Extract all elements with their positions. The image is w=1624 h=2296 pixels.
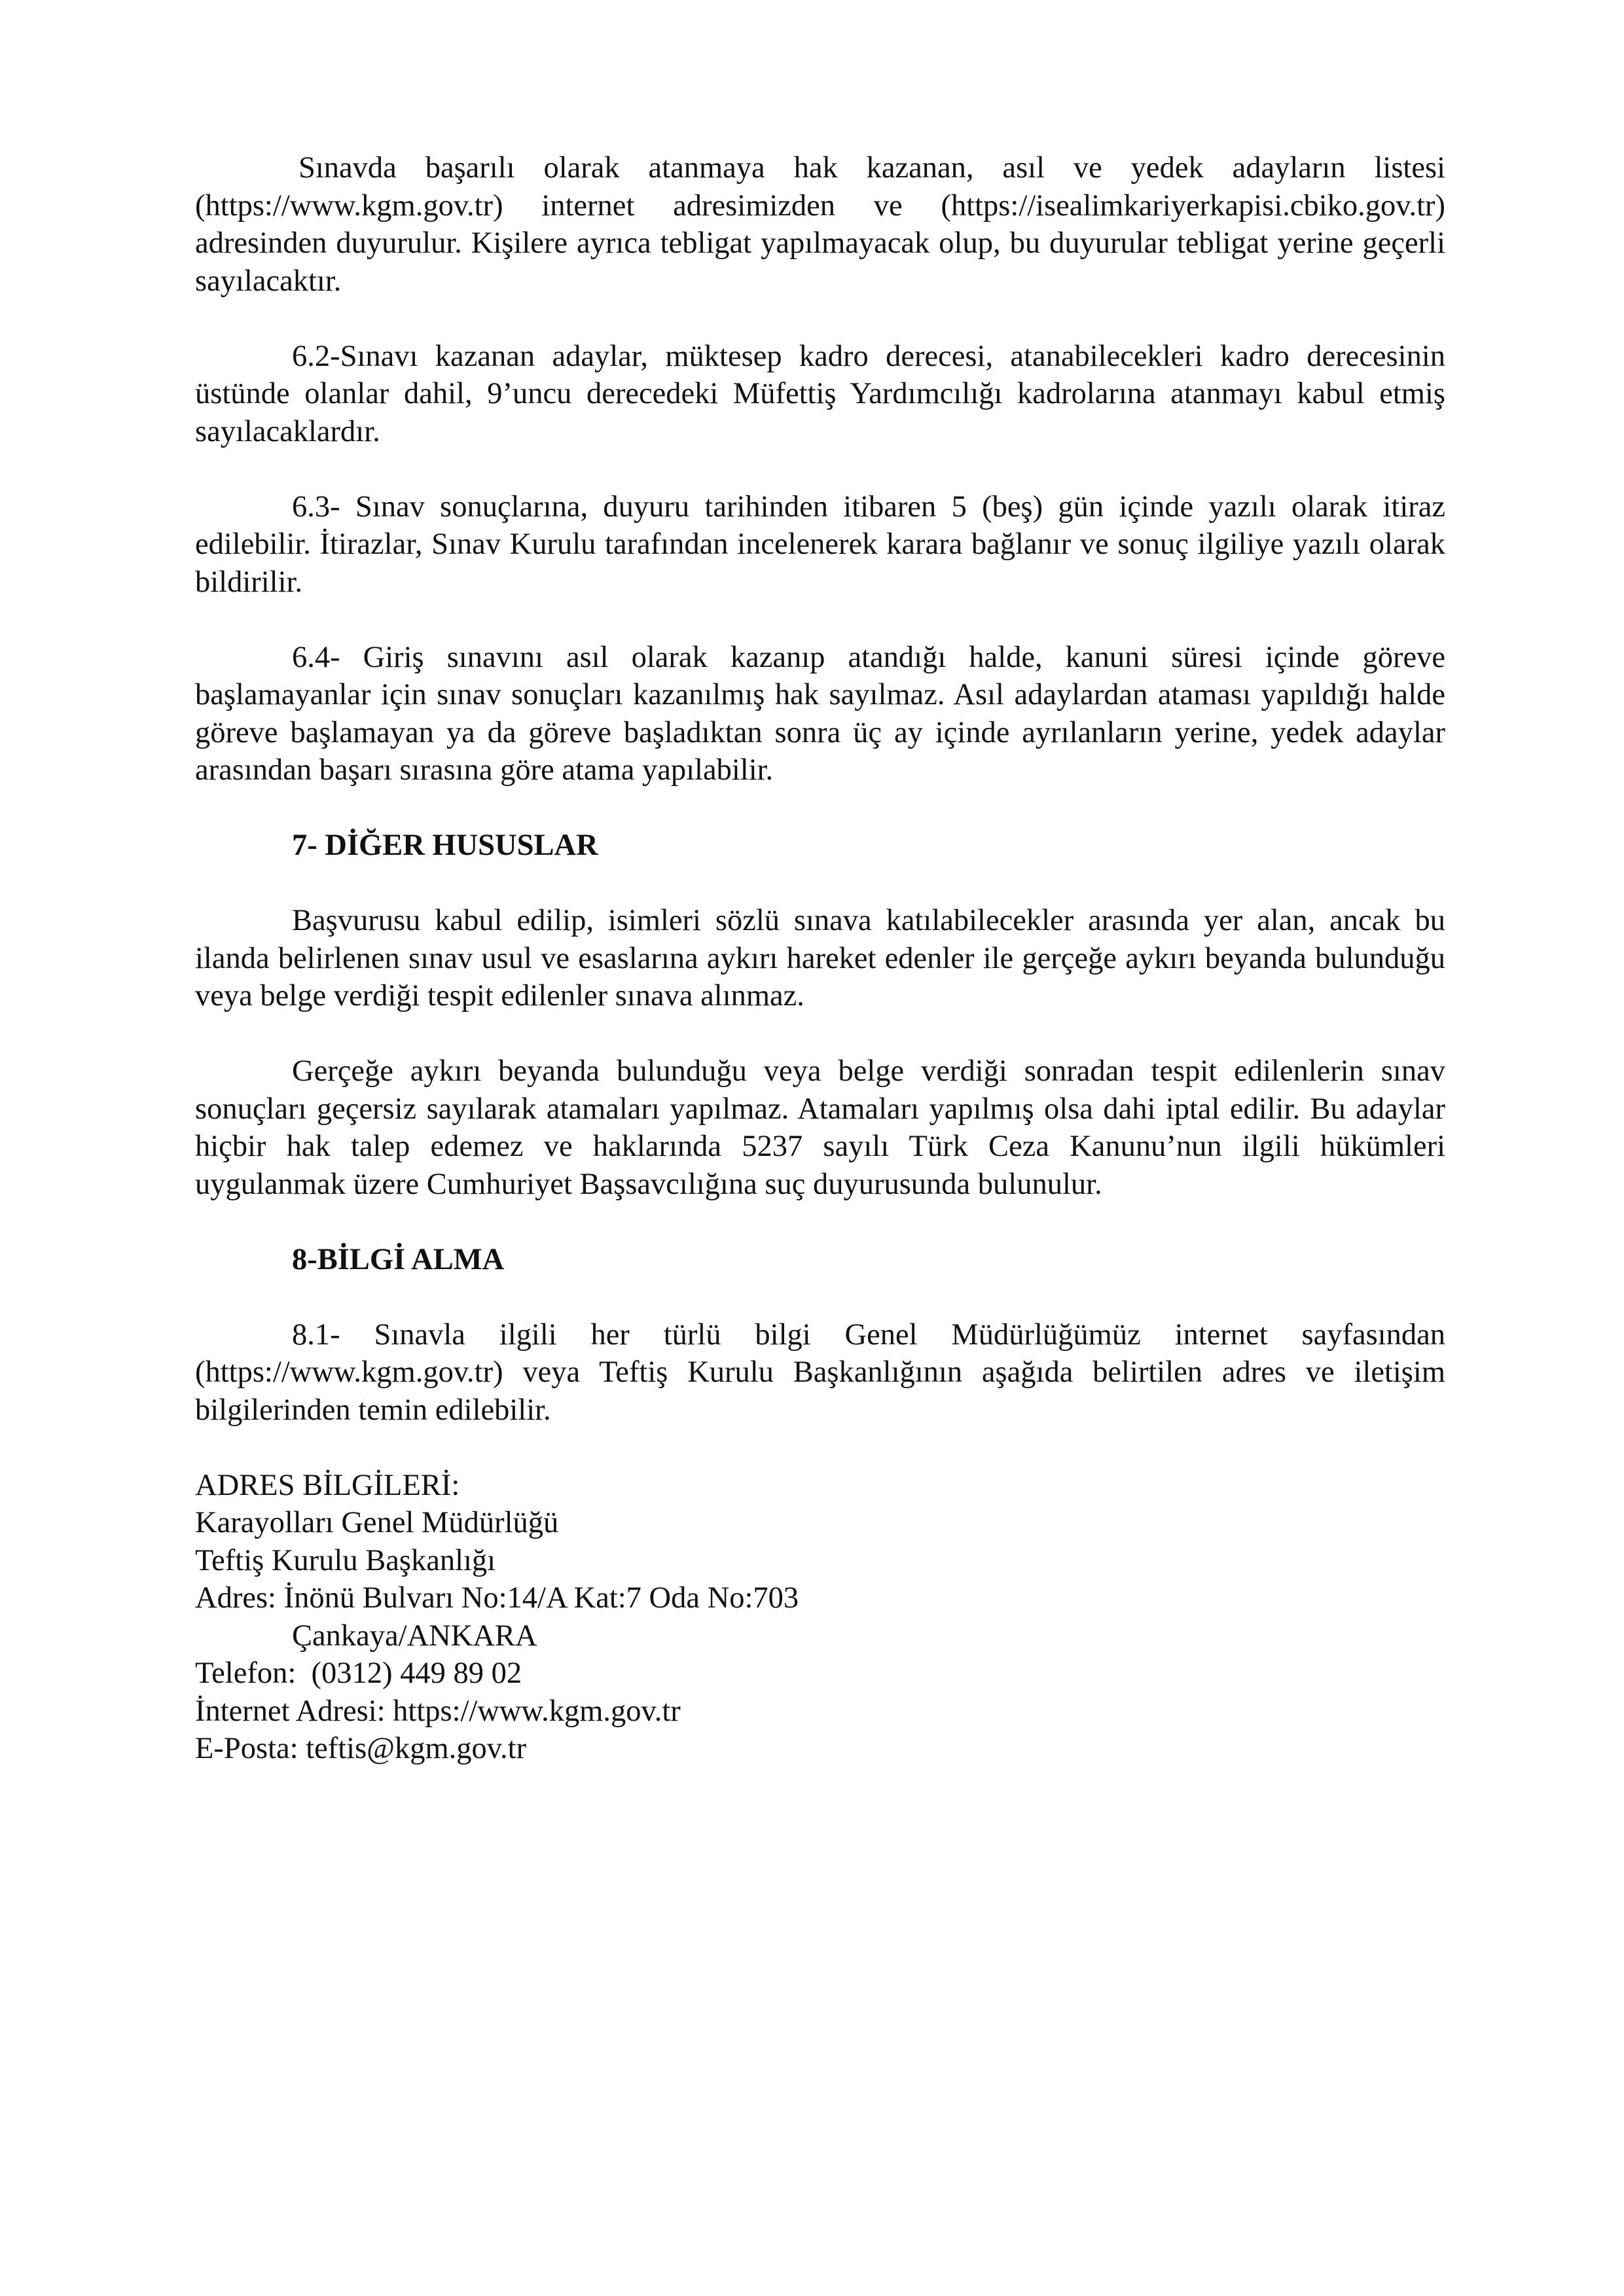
paragraph-6-2: 6.2-Sınavı kazanan adaylar, müktesep kadro derecesi, atanabilecekleri kadro derecesinin üstünde olanlar dahil, 9’uncu derecedeki Müfettiş Yardımcılığı kadrolarına atanmayı kabul etmiş sayılacaklardır. xyxy=(195,339,1445,448)
paragraph-6-3: 6.3- Sınav sonuçlarına, duyuru tarihinden itibaren 5 (beş) gün içinde yazılı olarak itiraz edilebilir. İtirazlar, Sınav Kurulu tarafından incelenerek karara bağlanır ve sonuç ilgiliye yazılı olarak bildirilir. xyxy=(195,490,1445,599)
paragraph-6-4: 6.4- Giriş sınavını asıl olarak kazanıp atandığı halde, kanuni süresi içinde göreve başlamayanlar için sınav sonuçları kazanılmış hak sayılmaz. Asıl adaylardan ataması yapıldığı halde göreve başlamayan ya da göreve başladıktan sonra üç ay içinde ayrılanların yerine, yedek adaylar arasından başarı sırasına göre atama yapılabilir. xyxy=(195,640,1445,787)
announcement-paragraph: Sınavda başarılı olarak atanmaya hak kazanan, asıl ve yedek adayların listesi (https://www.kgm.gov.tr) internet adresimizden ve (https://isealimkariyerkapisi.cbiko.gov.tr) adresinden duyurulur. Kişilere ayrıca tebligat yapılmayacak olup, bu duyurular tebligat yerine geçerli sayılacaktır. xyxy=(195,151,1445,298)
paragraph-8-1: 8.1- Sınavla ilgili her türlü bilgi Genel Müdürlüğümüz internet sayfasından (https://www.kgm.gov.tr) veya Teftiş Kurulu Başkanlığının aşağıda belirtilen adres ve iletişim bilgilerinden temin edilebilir. xyxy=(195,1318,1445,1427)
email-address: E-Posta: teftis@kgm.gov.tr xyxy=(195,1732,527,1765)
street-address: Adres: İnönü Bulvarı No:14/A Kat:7 Oda No:703 xyxy=(195,1581,799,1615)
document-page xyxy=(195,149,1445,1768)
city-district: Çankaya/ANKARA xyxy=(292,1619,537,1653)
section-8-heading: 8-BİLGİ ALMA xyxy=(292,1242,505,1276)
paragraph-7-2: Gerçeğe aykırı beyanda bulunduğu veya belge verdiği sonradan tespit edilenlerin sınav sonuçları geçersiz sayılarak atamaları yapılmaz. Atamaları yapılmış olsa dahi iptal edilir. Bu adaylar hiçbir hak talep edemez ve haklarında 5237 sayılı Türk Ceza Kanunu’nun ilgili hükümleri uygulanmak üzere Cumhuriyet Başsavcılığına suç duyurusunda bulunulur. xyxy=(195,1054,1445,1201)
phone-number: Telefon: (0312) 449 89 02 xyxy=(195,1657,522,1690)
address-title: ADRES BİLGİLERİ: xyxy=(195,1468,460,1502)
section-7-heading: 7- DİĞER HUSUSLAR xyxy=(292,829,598,862)
address-block xyxy=(195,1467,1445,1768)
unit-name: Teftiş Kurulu Başkanlığı xyxy=(195,1543,496,1577)
organization-name: Karayolları Genel Müdürlüğü xyxy=(195,1506,559,1539)
paragraph-7-1: Başvurusu kabul edilip, isimleri sözlü sınava katılabilecekler arasında yer alan, ancak bu ilanda belirlenen sınav usul ve esaslarına aykırı hareket edenler ile gerçeğe aykırı beyanda bulunduğu veya belge verdiği tespit edilenler sınava alınmaz. xyxy=(195,904,1445,1013)
website-address: İnternet Adresi: https://www.kgm.gov.tr xyxy=(195,1694,681,1728)
